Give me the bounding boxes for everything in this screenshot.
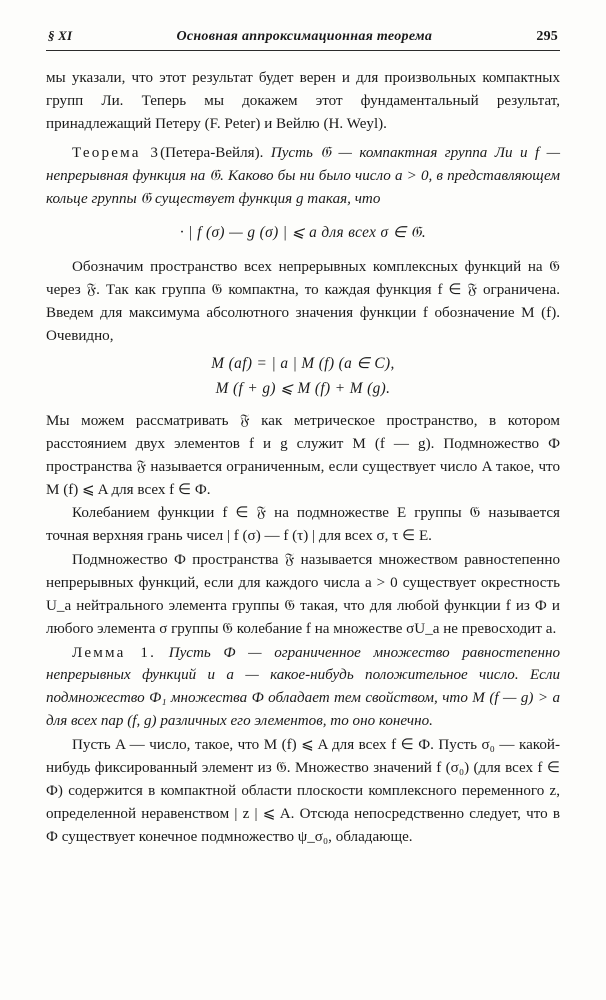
- theorem-attribution: (Петера-Вейля).: [160, 144, 264, 161]
- section-marker: § XI: [48, 28, 73, 43]
- theorem-label: Теорема 3: [72, 144, 161, 161]
- lemma-1: [46, 642, 560, 734]
- theorem-3: [46, 142, 560, 211]
- formula-3: M (f + g) ⩽ M (f) + M (g).: [215, 379, 391, 397]
- paragraph-4: Колебанием функции f ∈ 𝔉 на подмножестве E группы 𝔊 называется точная верхняя грань чисел | f (σ) — f (τ) | для всех σ, τ ∈ E.: [46, 504, 560, 544]
- paragraph-1: мы указали, что этот результат будет верен и для произвольных компактных групп Ли. Теперь мы докажем этот фундаментальный результат, принадлежащий Петеру (F. Peter) и Вейлю (H. Weyl).: [46, 70, 560, 132]
- formula-2: M (af) = | a | M (f) (a ∈ C),: [211, 354, 395, 372]
- page-number: 295: [536, 29, 558, 44]
- lemma-statement: Пусть Ф — ограниченное множество равностепенно непрерывных функций и a — какое-нибудь положительное число. Если подмножество Ф₁ множества Ф обладает тем свойством, что M (f — g) > a для всех пар (f, g) различных его элементов, то оно конечно.: [46, 644, 560, 730]
- paragraph-3: Мы можем рассматривать 𝔉 как метрическое пространство, в котором расстоянием двух элементов f и g служит M (f — g). Подмножество Ф пространства 𝔉 называется ограниченным, если существует число A такое, что M (f) ⩽ A для всех f ∈ Ф.: [46, 413, 560, 498]
- header-rule: [46, 50, 560, 51]
- paragraph-5: Подмножество Ф пространства 𝔉 называется множеством равностепенно непрерывных функций, если для каждого числа a > 0 существует окрестность U_a нейтрального элемента группы 𝔊 такая, что для любой функции f из Ф и любого элемента σ группы 𝔊 колебание f на множестве σU_a не превосходит a.: [46, 551, 560, 637]
- page-body: [46, 67, 560, 849]
- running-head: [46, 28, 560, 50]
- theorem-statement: Пусть 𝔊 — компактная группа Ли и f — непрерывная функция на 𝔊. Каково бы ни было число a > 0, в представляющем кольце группы 𝔊 существует функция g такая, что: [46, 144, 560, 207]
- lemma-label: Лемма 1.: [72, 644, 157, 661]
- page-title: Основная аппроксимационная теорема: [176, 29, 433, 44]
- paragraph-2: Обозначим пространство всех непрерывных комплексных функций на 𝔊 через 𝔉. Так как группа 𝔊 компактна, то каждая функция f ∈ 𝔉 ограничена. Введем для максимума абсолютного значения функции f обозначение M (f). Очевидно,: [46, 258, 560, 344]
- formula-1: · | f (σ) — g (σ) | ⩽ a для всех σ ∈ 𝔊.: [179, 223, 427, 241]
- paragraph-6: Пусть A — число, такое, что M (f) ⩽ A для всех f ∈ Ф. Пусть σ₀ — какой-нибудь фиксированный элемент из 𝔊. Множество значений f (σ₀) (для всех f ∈ Ф) содержится в компактной области плоскости комплексного переменного z, определенной неравенством | z | ⩽ A. Отсюда непосредственно следует, что в Ф существует конечное подмножество ψ_σ₀, обладающе.: [46, 737, 560, 845]
